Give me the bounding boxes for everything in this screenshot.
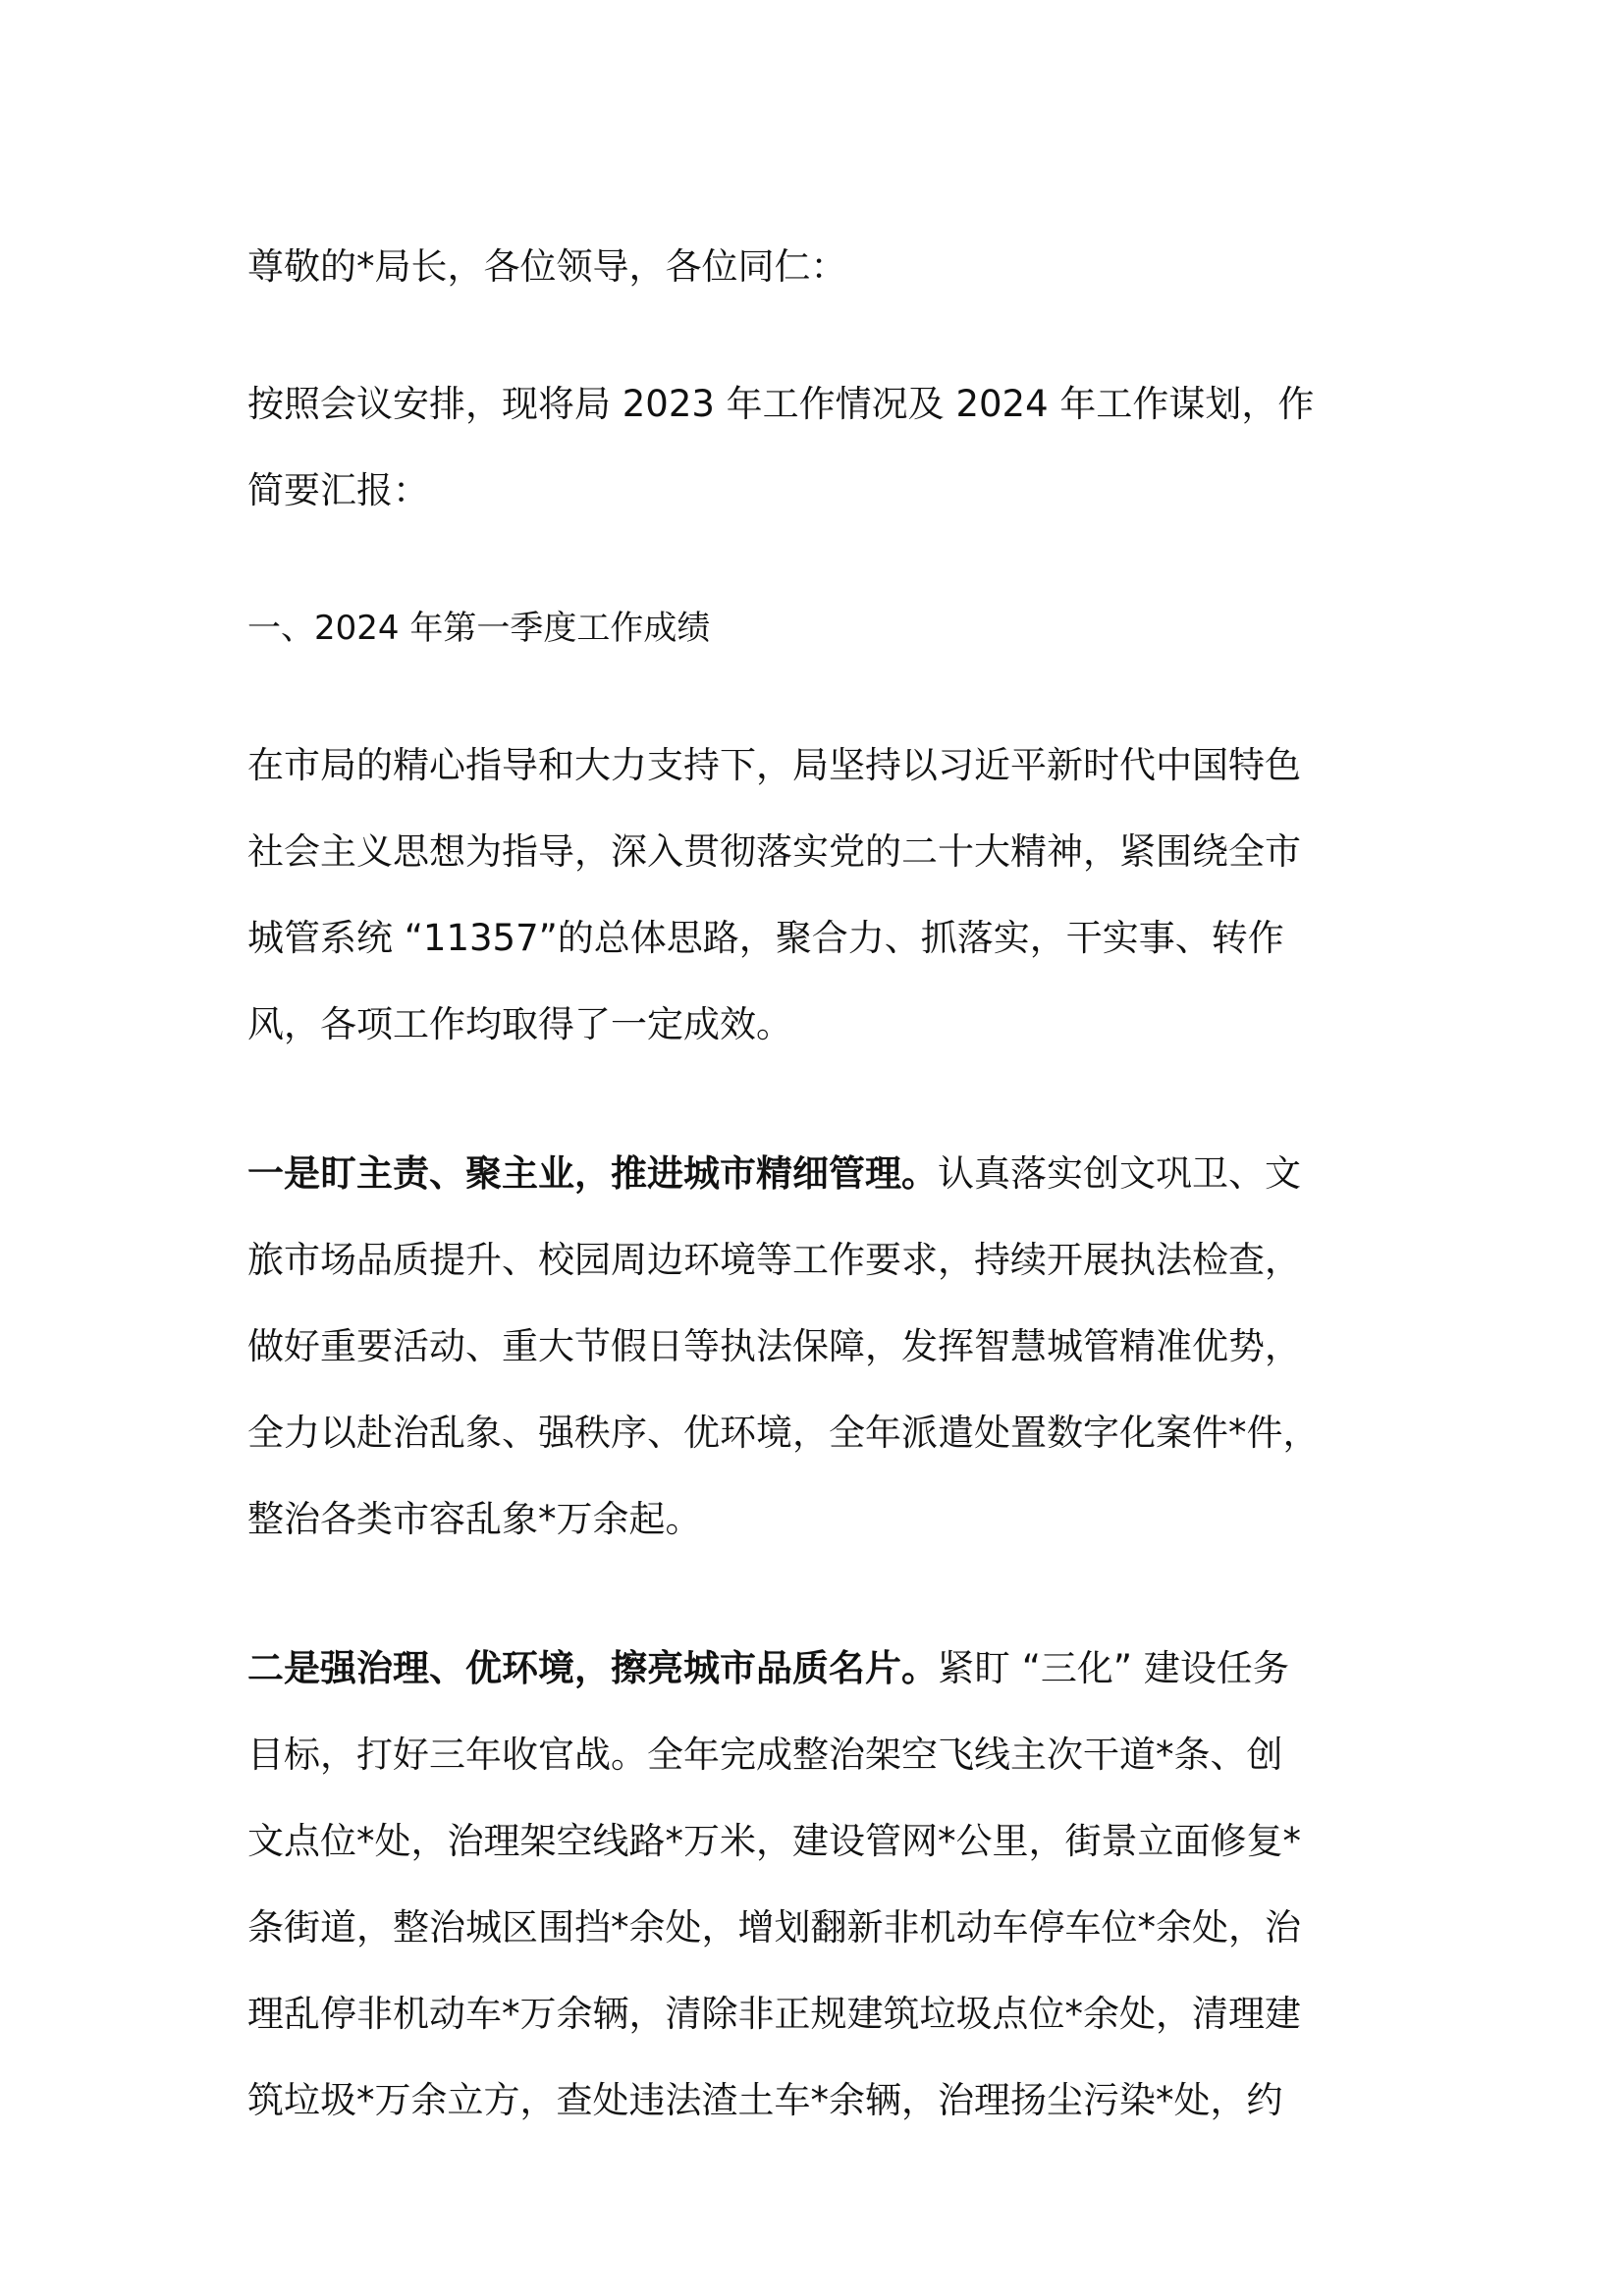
item2-line: 理乱停非机动车*万余辆，清除非正规建筑垃圾点位*余处，清理建 [247, 1993, 1301, 2035]
summary-line: 城管系统 “11357”的总体思路，聚合力、抓落实，干实事、转作 [247, 917, 1284, 959]
item2-first-rest: 紧盯 “三化” 建设任务 [938, 1647, 1289, 1689]
item2-line: 文点位*处，治理架空线路*万米，建设管网*公里，街景立面修复* [247, 1820, 1301, 1862]
item1-paragraph [247, 1131, 1396, 1563]
section-heading-paragraph [247, 585, 1396, 671]
item2-paragraph [247, 1626, 1396, 2144]
item2-lead: 二是强治理、优环境，擦亮城市品质名片。 [247, 1647, 938, 1689]
section-heading: 一、2024 年第一季度工作成绩 [247, 609, 711, 648]
item1-line: 全力以赴治乱象、强秩序、优环境，全年派遣处置数字化案件*件， [247, 1412, 1320, 1454]
document-body [247, 224, 1396, 2144]
intro-line: 简要汇报： [247, 469, 429, 511]
item1-line: 做好重要活动、重大节假日等执法保障，发挥智慧城管精准优势， [247, 1325, 1301, 1367]
summary-paragraph [247, 722, 1396, 1068]
salutation-paragraph [247, 224, 1396, 310]
item2-line: 筑垃圾*万余立方，查处违法渣土车*余辆，治理扬尘污染*处，约 [247, 2079, 1283, 2121]
intro-paragraph [247, 361, 1396, 534]
summary-line: 风，各项工作均取得了一定成效。 [247, 1003, 792, 1045]
intro-line: 按照会议安排，现将局 2023 年工作情况及 2024 年工作谋划，作 [247, 383, 1315, 425]
salutation: 尊敬的*局长，各位领导，各位同仁： [247, 245, 847, 288]
item1-first-line [247, 1131, 1396, 1217]
item2-line: 条街道，整治城区围挡*余处，增划翻新非机动车停车位*余处，治 [247, 1906, 1301, 1949]
summary-line: 在市局的精心指导和大力支持下，局坚持以习近平新时代中国特色 [247, 744, 1301, 786]
item2-first-line [247, 1626, 1396, 1712]
item1-first-rest: 认真落实创文巩卫、文 [938, 1152, 1301, 1195]
item1-line: 旅市场品质提升、校园周边环境等工作要求，持续开展执法检查， [247, 1239, 1301, 1281]
item1-lead: 一是盯主责、聚主业，推进城市精细管理。 [247, 1152, 938, 1195]
item2-line: 目标，打好三年收官战。全年完成整治架空飞线主次干道*条、创 [247, 1734, 1283, 1776]
summary-line: 社会主义思想为指导，深入贯彻落实党的二十大精神，紧围绕全市 [247, 830, 1301, 873]
item1-line: 整治各类市容乱象*万余起。 [247, 1498, 702, 1540]
